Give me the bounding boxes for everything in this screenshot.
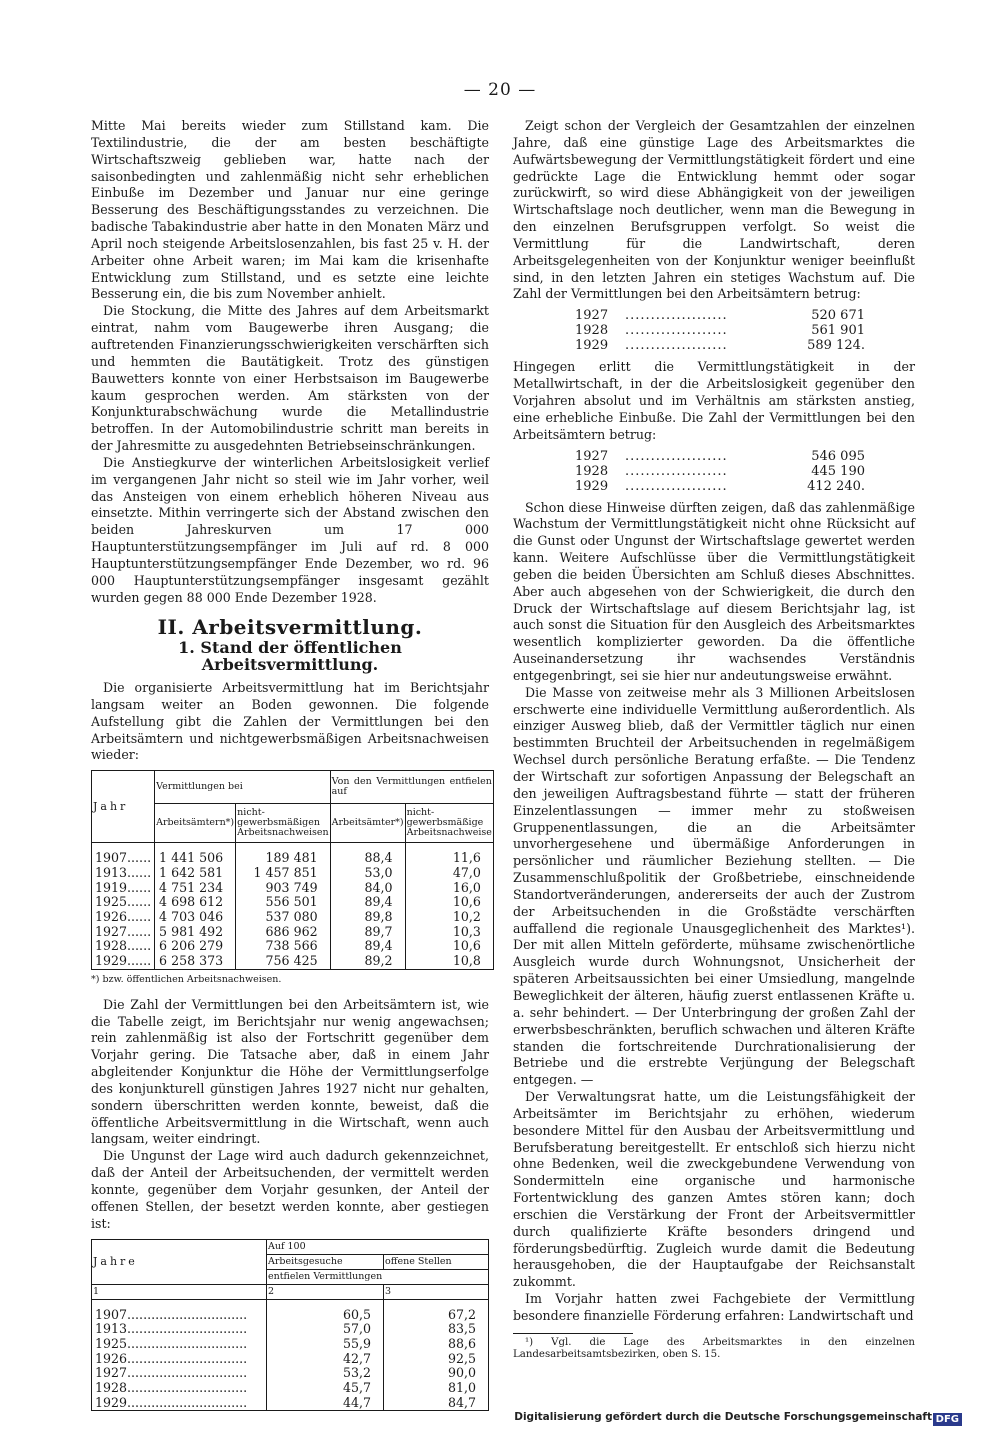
table-row: 1929.............................. 44,7 84,7 [92,1396,489,1411]
table-header: offene Stellen [384,1254,489,1269]
table-row: 1928.............................. 45,7 81,0 [92,1381,489,1396]
column-number: 1 [92,1284,267,1299]
list-item: 1927 .................... 520 671 [575,308,865,324]
table-row: 1926.............................. 42,7 92,5 [92,1352,489,1367]
table-header: Arbeitsämtern*) [155,804,236,843]
table-row: 1928...... 6 206 279 738 566 89,4 10,6 [92,939,494,954]
table-header: entfielen Vermittlungen [267,1269,489,1284]
section-title: II. Arbeitsvermittlung. [157,615,423,640]
table-row: 1925.............................. 55,9 88,6 [92,1337,489,1352]
table-row: 1925...... 4 698 612 556 501 89,4 10,6 [92,895,494,910]
paragraph: Die organisierte Arbeitsvermittlung hat im Berichtsjahr langsam weiter an Boden gewonnen. Die folgende Aufstellung gibt die Zahlen der Vermittlungen bei den Arbeitsämtern und nichtgewerbsmäßigen Arbeitsnachweisen wieder: [91,680,489,763]
agriculture-list [575,308,865,353]
list-item: 1929 .................... 412 240. [575,478,865,494]
paragraph: Die Masse von zeitweise mehr als 3 Millionen Arbeitslosen erschwerte eine individuelle Vermittlung außerordentlich. Als einziger Ausweg blieb, daß der Vermittler täglich nur einen bestimmten Bruchteil der Arbeitsuchenden in regelmäßigem Wechsel durch persönliche Beratung erfaßte. — Die Tendenz der Wirtschaft zur sofortigen Anpassung der Belegschaft an den jeweiligen Auftragsbestand führte — statt der früheren Einzelentlassungen — immer mehr zu stoßweisen Gruppenentlassungen, die an die Arbeitsämter unvorhergesehene und übermäßige Anforderungen in persönlicher und räumlicher Beziehung stellten. — Die Zusammenschlußpolitik der Großbetriebe, einschneidende Standortveränderungen, andererseits der auch der Zustrom der Arbeitsuchenden in die Großstädte verschärften auffallend die regionale Unausgeglichenheit des Marktes¹). Der mit allen Mitteln geförderte, mühsame zwischenörtliche Ausgleich wurde durch Wohnungsnot, Unsicherheit der späteren Arbeitsaussichten bei einer Umsiedlung, mangelnde Beweglichkeit der älteren, häufig zuerst entlassenen Kräfte u. a. sehr behindert. — Der Unterbringung der großen Zahl der erwerbsbeschränkten, beruflich schwachen und älteren Kräfte standen die fortschreitende Durchrationalisierung der Betriebe und die erstrebte Verjüngung der Belegschaft entgegen. — [513,684,915,1088]
table-header: nicht- gewerbsmäßigen Arbeitsnachweisen [236,804,330,843]
placement-table [91,770,494,970]
footnote: ¹) Vgl. die Lage des Arbeitsmarktes in den einzelnen Landesarbeitsamtsbezirken, oben S. 15. [513,1336,915,1360]
table-row: 1913.............................. 57,0 83,5 [92,1322,489,1337]
paragraph: Im Vorjahr hatten zwei Fachgebiete der Vermittlung besondere finanzielle Förderung erfahren: Landwirtschaft und [513,1291,915,1323]
table-row: 1907.............................. 60,5 67,2 [92,1299,489,1322]
table-header-group: Auf 100 [267,1239,489,1254]
paragraph: Zeigt schon der Vergleich der Gesamtzahlen der einzelnen Jahre, daß eine günstige Lage des Arbeitsmarktes die Aufwärtsbewegung der Vermittlungstätigkeit fördert und eine gedrückte Lage die Entwicklung hemmt oder sogar zurückwirft, so wird diese Abhängigkeit von der jeweiligen Wirtschaftslage noch deutlicher, wenn man die Bewegung in den einzelnen Berufsgruppen verfolgt. So weist die Vermittlung für die Landwirtschaft, deren Arbeitsgelegenheiten von der Konjunktur weniger beeinflußt sind, in den letzten Jahren ein stetiges Wachstum auf. Die Zahl der Vermittlungen bei den Arbeitsämtern betrug: [513,118,915,302]
table-row: 1913...... 1 642 581 1 457 851 53,0 47,0 [92,866,494,881]
list-item: 1927 .................... 546 095 [575,448,865,464]
list-item: 1928 .................... 561 901 [575,323,865,339]
table-header-group: Vermittlungen bei [155,771,331,804]
table-header-group: Von den Vermittlungen entfielen auf [330,771,493,804]
list-item: 1928 .................... 445 190 [575,463,865,479]
page-number: — 20 — [463,80,537,100]
subsection-title: 1. Stand der öffentlichen Arbeitsvermittlung. [178,638,402,675]
table-header: Arbeitsgesuche [267,1254,384,1269]
ratio-table [91,1239,489,1412]
table-row: 1919...... 4 751 234 903 749 84,0 16,0 [92,881,494,896]
right-column [513,118,915,1361]
list-item: 1929 .................... 589 124. [575,338,865,354]
table-row: 1929...... 6 258 373 756 425 89,2 10,8 [92,954,494,969]
paragraph: Schon diese Hinweise dürften zeigen, daß das zahlenmäßige Wachstum der Vermittlungstätigkeit nicht ohne Rücksicht auf die Gunst oder Ungunst der Wirtschaftslage gewertet werden kann. Weitere Aufschlüsse über die Vermittlungstätigkeit geben die beiden Übersichten am Schluß dieses Abschnittes. Aber auch abgesehen von der Schwierigkeit, die durch den Druck der Wirtschaftslage auf diesem Berichtsjahr lag, ist auch sonst die Situation für den Ausgleich des Arbeitsmarktes wesentlich komplizierter geworden. Da die öffentliche Auseinandersetzung ihr wachsendes Verständnis entgegenbringt, sei sie hier nur andeutungsweise erwähnt. [513,499,915,683]
table-header: Arbeitsämter*) [330,804,405,843]
table-header-year: Jahre [92,1239,267,1284]
table-row: 1927...... 5 981 492 686 962 89,7 10,3 [92,925,494,940]
table-note: *) bzw. öffentlichen Arbeitsnachweisen. [91,973,282,985]
paragraph: Die Anstiegkurve der winterlichen Arbeitslosigkeit verlief im vergangenen Jahr nicht so steil wie im Jahr vorher, weil das Ansteigen von einem erheblich höheren Niveau aus einsetzte. Mithin verringerte sich der Abstand zwischen den beiden Jahreskurven um 17 000 Hauptunterstützungsempfänger im Juli auf rd. 8 000 Hauptunterstützungsempfänger Ende Dezember, wo rd. 96 000 Hauptunterstützungsempfänger insgesamt gezählt wurden gegen 88 000 Ende Dezember 1928. [91,454,489,605]
table-row: 1926...... 4 703 046 537 080 89,8 10,2 [92,910,494,925]
column-number: 2 [267,1284,384,1299]
paragraph: Der Verwaltungsrat hatte, um die Leistungsfähigkeit der Arbeitsämter im Berichtsjahr zu erhöhen, wiederum besondere Mittel für den Ausbau der Arbeitsvermittlung und Berufsberatung bereitgestellt. Er entschloß sich hierzu nicht ohne Bedenken, weil die zweckgebundene Verwendung von Sondermitteln eine organische und harmonische Fortentwicklung des ganzen Amtes stören kann; doch erschien die Verstärkung der Front der Arbeitsvermittler durch qualifizierte Kräfte besonders dringend und förderungsbedürftig. Zugleich wurde damit die Bedeutung herausgehoben, die der Hauptaufgabe der Reichsanstalt zukommt. [513,1089,915,1290]
table-header: nicht- gewerbsmäßige Arbeitsnachweise [405,804,493,843]
paragraph: Die Zahl der Vermittlungen bei den Arbeitsämtern ist, wie die Tabelle zeigt, im Berichtsjahr nur wenig angewachsen; rein zahlenmäßig ist also der Fortschritt gegenüber dem Vorjahr gering. Die Tatsache aber, daß in einem Jahr abgleitender Konjunktur die Höhe der Vermittlungserfolge des konjunkturell günstigen Jahres 1927 nicht nur gehalten, sondern überschritten werden konnte, beweist, daß die öffentliche Arbeitsvermittlung in die Wirtschaft, wenn auch langsam, weiter eindringt. [91,996,489,1147]
left-column [91,118,492,1413]
paragraph: Hingegen erlitt die Vermittlungstätigkeit in der Metallwirtschaft, in der die Arbeitslosigkeit gegenüber den Vorjahren absolut und im Verhältnis am stärksten anstieg, eine erhebliche Einbuße. Die Zahl der Vermittlungen bei den Arbeitsämtern betrug: [513,359,915,442]
table-header-year: Jahr [92,771,155,843]
table-row: 1927.............................. 53,2 90,0 [92,1366,489,1381]
table-row: 1907...... 1 441 506 189 481 88,4 11,6 [92,843,494,866]
digitization-credit: Digitalisierung gefördert durch die Deutsche Forschungsgemeinschaft [514,1411,932,1423]
dfg-logo: DFG [933,1413,962,1426]
metal-list [575,449,865,494]
paragraph: Die Ungunst der Lage wird auch dadurch gekennzeichnet, daß der Anteil der Arbeitsuchenden, der vermittelt werden konnte, gegenüber dem Vorjahr gesunken, der Anteil der offenen Stellen, der besetzt werden konnte, aber gestiegen ist: [91,1148,489,1231]
column-number: 3 [384,1284,489,1299]
paragraph: Die Stockung, die Mitte des Jahres auf dem Arbeitsmarkt eintrat, nahm vom Baugewerbe ihren Ausgang; die auftretenden Finanzierungsschwierigkeiten verschärften sich und hemmten die Bautätigkeit. Trotz des günstigen Bauwetters konnte von einer Herbstsaison im Baugewerbe kaum gesprochen werden. Am stärksten von der Konjunkturabschwächung wurde die Metallindustrie betroffen. In der Automobilindustrie schritt man bereits in der Jahresmitte zu ausgedehnten Betriebseinschränkungen. [91,303,489,454]
footnote-rule [513,1333,633,1334]
paragraph: Mitte Mai bereits wieder zum Stillstand kam. Die Textilindustrie, die der am besten beschäftigte Wirtschaftszweig geblieben war, hatte nach der saisonbedingten und zahlenmäßig nicht sehr erheblichen Einbuße im Dezember und Januar nur eine geringe Besserung des Beschäftigungsstandes zu verzeichnen. Die badische Tabakindustrie aber hatte in den Monaten März und April noch steigende Arbeitslosenzahlen, bis fast 25 v. H. der Arbeiter ohne Arbeit waren; im Mai kam die krisenhafte Entwicklung zum Stillstand, und es setzte eine leichte Besserung ein, die bis zum November anhielt. [91,118,489,302]
